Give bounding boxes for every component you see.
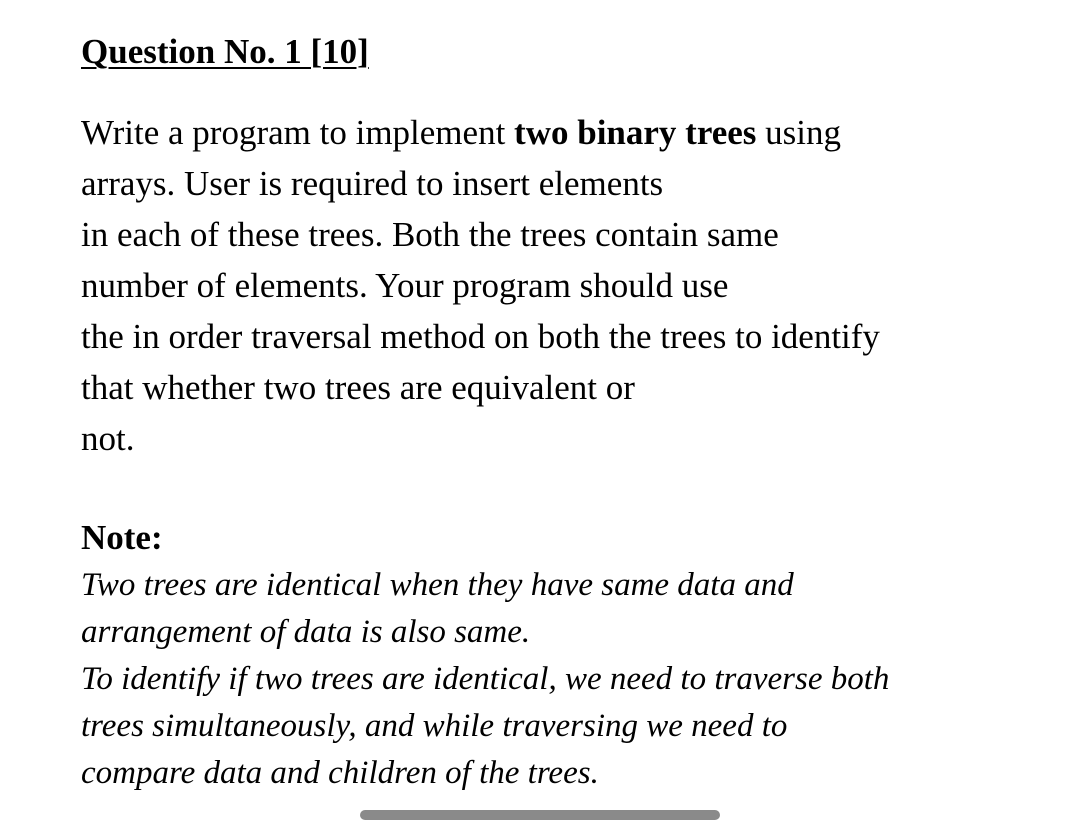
question-body (81, 107, 880, 464)
note-body (81, 562, 889, 797)
question-line: arrays. User is required to insert elements (81, 164, 664, 203)
note-line: arrangement of data is also same. (81, 614, 531, 650)
question-line: not. (81, 419, 135, 458)
question-line-text: using (756, 113, 842, 152)
question-line: that whether two trees are equivalent or (81, 368, 635, 407)
horizontal-scrollbar[interactable] (360, 810, 720, 820)
note-line: compare data and children of the trees. (81, 755, 599, 791)
question-line (81, 107, 880, 158)
question-line: in each of these trees. Both the trees contain same (81, 215, 779, 254)
note-line: Two trees are identical when they have same data and (81, 567, 794, 603)
bold-phrase: two binary trees (514, 113, 757, 152)
note-line: trees simultaneously, and while traversing we need to (81, 708, 788, 744)
question-heading: Question No. 1 [10] (81, 32, 369, 71)
question-line: the in order traversal method on both the trees to identify (81, 317, 880, 356)
question-line-text: Write a program to implement (81, 113, 515, 152)
note-line: To identify if two trees are identical, we need to traverse both (81, 661, 890, 697)
note-title: Note: (81, 518, 163, 557)
question-line: number of elements. Your program should use (81, 266, 729, 305)
